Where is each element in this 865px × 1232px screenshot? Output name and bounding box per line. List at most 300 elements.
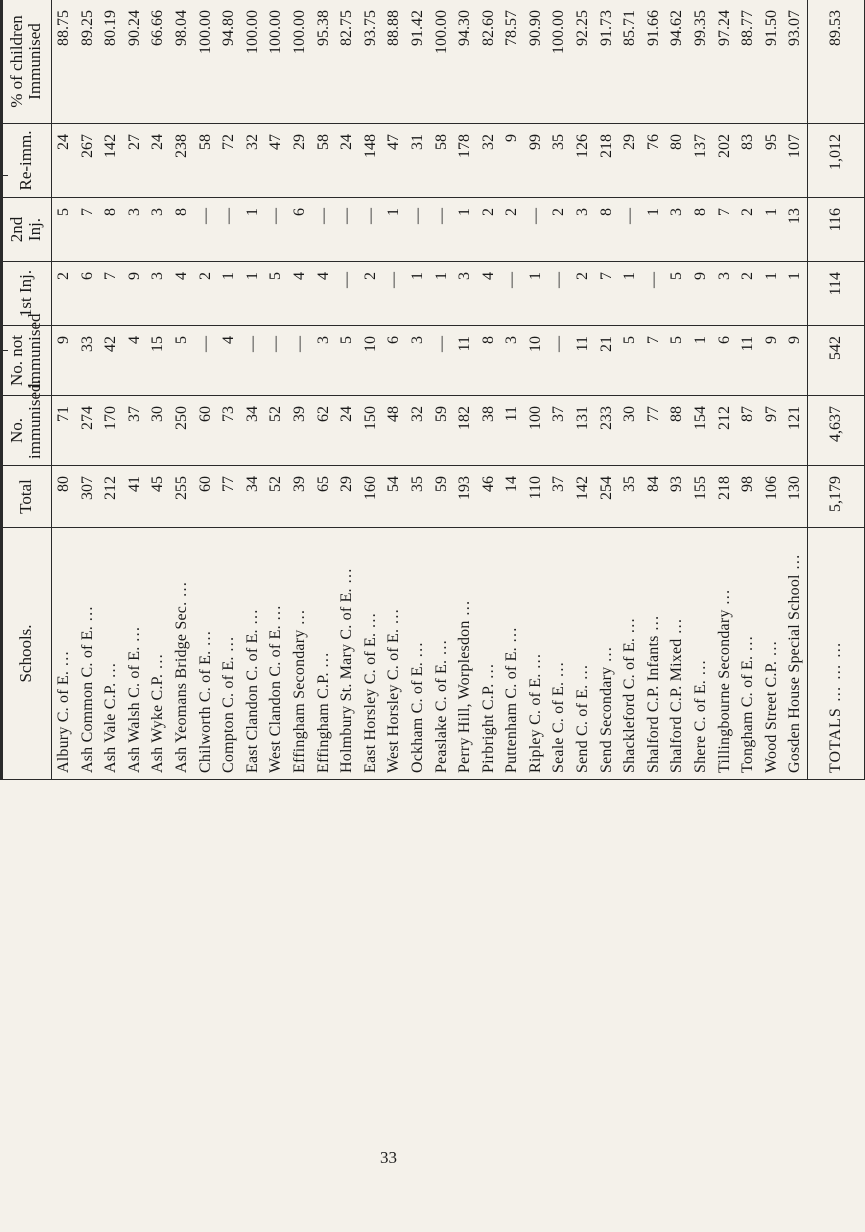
first-injection-cell: — bbox=[642, 262, 666, 326]
re-immunised-cell: 202 bbox=[713, 124, 737, 198]
first-injection-cell: 1 bbox=[618, 262, 642, 326]
percent-cell: 97.24 bbox=[713, 0, 737, 124]
header-schools: Schools. bbox=[1, 528, 52, 780]
first-injection-cell: 1 bbox=[524, 262, 548, 326]
percent-cell: 91.66 bbox=[642, 0, 666, 124]
percent-cell: 91.50 bbox=[760, 0, 784, 124]
table-row bbox=[595, 0, 619, 780]
re-immunised-cell: 47 bbox=[264, 124, 288, 198]
table-row bbox=[571, 0, 595, 780]
school-name: Shalford C.P. Mixed … bbox=[665, 528, 689, 780]
percent-cell: 100.00 bbox=[430, 0, 454, 124]
total-cell: 65 bbox=[312, 466, 336, 528]
total-cell: 14 bbox=[500, 466, 524, 528]
immunised-cell: 170 bbox=[99, 396, 123, 466]
school-name: Effingham Secondary … bbox=[288, 528, 312, 780]
re-immunised-cell: 126 bbox=[571, 124, 595, 198]
second-injection-cell: 3 bbox=[123, 198, 147, 262]
not-immunised-cell: 5 bbox=[335, 326, 359, 396]
header-second-injection: 2nd Inj. bbox=[1, 198, 52, 262]
totals-row bbox=[808, 0, 865, 780]
immunised-cell: 150 bbox=[359, 396, 383, 466]
first-injection-cell: 4 bbox=[288, 262, 312, 326]
header-row bbox=[1, 0, 52, 780]
second-injection-cell: — bbox=[359, 198, 383, 262]
table-row bbox=[524, 0, 548, 780]
immunised-cell: 39 bbox=[288, 396, 312, 466]
first-injection-cell: 3 bbox=[713, 262, 737, 326]
re-immunised-cell: 95 bbox=[760, 124, 784, 198]
header-first-injection: 1st Inj. bbox=[1, 262, 52, 326]
not-immunised-cell: 11 bbox=[571, 326, 595, 396]
re-immunised-cell: 29 bbox=[288, 124, 312, 198]
first-injection-cell: 4 bbox=[312, 262, 336, 326]
percent-cell: 66.66 bbox=[146, 0, 170, 124]
immunised-cell: 11 bbox=[500, 396, 524, 466]
second-injection-cell: 7 bbox=[76, 198, 100, 262]
table-row bbox=[665, 0, 689, 780]
immunised-cell: 121 bbox=[783, 396, 807, 466]
percent-cell: 88.75 bbox=[52, 0, 76, 124]
immunised-cell: 52 bbox=[264, 396, 288, 466]
immunised-cell: 233 bbox=[595, 396, 619, 466]
school-name: Tillingbourne Secondary … bbox=[713, 528, 737, 780]
school-name: Send Secondary … bbox=[595, 528, 619, 780]
immunised-cell: 60 bbox=[194, 396, 218, 466]
not-immunised-cell: 9 bbox=[783, 326, 807, 396]
immunised-cell: 250 bbox=[170, 396, 194, 466]
school-name: Ash Walsh C. of E. … bbox=[123, 528, 147, 780]
second-injection-cell: 3 bbox=[571, 198, 595, 262]
table-row bbox=[760, 0, 784, 780]
re-immunised-cell: 32 bbox=[477, 124, 501, 198]
not-immunised-cell: 3 bbox=[312, 326, 336, 396]
percent-cell: 88.88 bbox=[382, 0, 406, 124]
total-cell: 35 bbox=[406, 466, 430, 528]
not-immunised-cell: 10 bbox=[524, 326, 548, 396]
immunised-cell: 62 bbox=[312, 396, 336, 466]
header-total: Total bbox=[1, 466, 52, 528]
table-row bbox=[76, 0, 100, 780]
immunised-cell: 34 bbox=[241, 396, 265, 466]
re-immunised-cell: 24 bbox=[146, 124, 170, 198]
first-injection-cell: — bbox=[500, 262, 524, 326]
first-injection-cell: — bbox=[382, 262, 406, 326]
totals-label: TOTALS … … … bbox=[808, 528, 865, 780]
second-injection-cell: — bbox=[335, 198, 359, 262]
totals-first-injection: 114 bbox=[808, 262, 865, 326]
percent-cell: 90.24 bbox=[123, 0, 147, 124]
first-injection-cell: 4 bbox=[170, 262, 194, 326]
not-immunised-cell: — bbox=[194, 326, 218, 396]
school-name: Send C. of E. … bbox=[571, 528, 595, 780]
header-not-immunised: No. not immunised bbox=[1, 326, 52, 396]
immunised-cell: 131 bbox=[571, 396, 595, 466]
table-row bbox=[359, 0, 383, 780]
first-injection-cell: 3 bbox=[146, 262, 170, 326]
percent-cell: 82.75 bbox=[335, 0, 359, 124]
table-row bbox=[783, 0, 807, 780]
first-injection-cell: 1 bbox=[406, 262, 430, 326]
total-cell: 130 bbox=[783, 466, 807, 528]
school-name: Perry Hill, Worplesdon … bbox=[453, 528, 477, 780]
first-injection-cell: 1 bbox=[760, 262, 784, 326]
not-immunised-cell: 42 bbox=[99, 326, 123, 396]
school-name: Ripley C. of E. … bbox=[524, 528, 548, 780]
table-row bbox=[335, 0, 359, 780]
table-row bbox=[430, 0, 454, 780]
table-row bbox=[194, 0, 218, 780]
school-name: Puttenham C. of E. … bbox=[500, 528, 524, 780]
total-cell: 34 bbox=[241, 466, 265, 528]
re-immunised-cell: 29 bbox=[618, 124, 642, 198]
re-immunised-cell: 58 bbox=[312, 124, 336, 198]
total-cell: 218 bbox=[713, 466, 737, 528]
total-cell: 98 bbox=[736, 466, 760, 528]
table-row bbox=[312, 0, 336, 780]
percent-cell: 100.00 bbox=[194, 0, 218, 124]
school-name: Shere C. of E. … bbox=[689, 528, 713, 780]
second-injection-cell: — bbox=[524, 198, 548, 262]
re-immunised-cell: 31 bbox=[406, 124, 430, 198]
table-row bbox=[689, 0, 713, 780]
not-immunised-cell: 5 bbox=[170, 326, 194, 396]
immunised-cell: 59 bbox=[430, 396, 454, 466]
re-immunised-cell: 148 bbox=[359, 124, 383, 198]
second-injection-cell: 8 bbox=[99, 198, 123, 262]
second-injection-cell: 2 bbox=[736, 198, 760, 262]
percent-cell: 94.62 bbox=[665, 0, 689, 124]
percent-cell: 94.30 bbox=[453, 0, 477, 124]
percent-cell: 89.25 bbox=[76, 0, 100, 124]
second-injection-cell: 1 bbox=[453, 198, 477, 262]
table-row bbox=[736, 0, 760, 780]
school-name: Compton C. of E. … bbox=[217, 528, 241, 780]
percent-cell: 91.42 bbox=[406, 0, 430, 124]
immunised-cell: 182 bbox=[453, 396, 477, 466]
totals-not-immunised: 542 bbox=[808, 326, 865, 396]
table-row bbox=[382, 0, 406, 780]
school-name: Peaslake C. of E. … bbox=[430, 528, 454, 780]
total-cell: 60 bbox=[194, 466, 218, 528]
totals-second-injection: 116 bbox=[808, 198, 865, 262]
not-immunised-cell: 4 bbox=[217, 326, 241, 396]
school-name: Effingham C.P. … bbox=[312, 528, 336, 780]
immunised-cell: 100 bbox=[524, 396, 548, 466]
school-name: Ockham C. of E. … bbox=[406, 528, 430, 780]
percent-cell: 78.57 bbox=[500, 0, 524, 124]
first-injection-cell: 5 bbox=[264, 262, 288, 326]
first-injection-cell: 5 bbox=[665, 262, 689, 326]
not-immunised-cell: 3 bbox=[500, 326, 524, 396]
total-cell: 35 bbox=[618, 466, 642, 528]
not-immunised-cell: 9 bbox=[760, 326, 784, 396]
total-cell: 45 bbox=[146, 466, 170, 528]
re-immunised-cell: 27 bbox=[123, 124, 147, 198]
total-cell: 37 bbox=[547, 466, 571, 528]
school-name: West Clandon C. of E. … bbox=[264, 528, 288, 780]
re-immunised-cell: 218 bbox=[595, 124, 619, 198]
first-injection-cell: — bbox=[335, 262, 359, 326]
re-immunised-cell: 267 bbox=[76, 124, 100, 198]
first-injection-cell: 9 bbox=[123, 262, 147, 326]
page-number: 33 bbox=[380, 1148, 397, 1167]
re-immunised-cell: 107 bbox=[783, 124, 807, 198]
re-immunised-cell: 80 bbox=[665, 124, 689, 198]
first-injection-cell: 1 bbox=[241, 262, 265, 326]
first-injection-cell: 2 bbox=[194, 262, 218, 326]
school-name: Albury C. of E. … bbox=[52, 528, 76, 780]
second-injection-cell: 8 bbox=[689, 198, 713, 262]
second-injection-cell: — bbox=[312, 198, 336, 262]
not-immunised-cell: 10 bbox=[359, 326, 383, 396]
total-cell: 106 bbox=[760, 466, 784, 528]
not-immunised-cell: 21 bbox=[595, 326, 619, 396]
percent-cell: 98.04 bbox=[170, 0, 194, 124]
totals-percent: 89.53 bbox=[808, 0, 865, 124]
immunised-cell: 37 bbox=[123, 396, 147, 466]
re-immunised-cell: 83 bbox=[736, 124, 760, 198]
total-cell: 41 bbox=[123, 466, 147, 528]
totals-re-immunised: 1,012 bbox=[808, 124, 865, 198]
school-name: Holmbury St. Mary C. of E. … bbox=[335, 528, 359, 780]
immunised-cell: 88 bbox=[665, 396, 689, 466]
percent-cell: 91.73 bbox=[595, 0, 619, 124]
school-name: Seale C. of E. … bbox=[547, 528, 571, 780]
totals-immunised: 4,637 bbox=[808, 396, 865, 466]
table-row bbox=[146, 0, 170, 780]
immunised-cell: 87 bbox=[736, 396, 760, 466]
second-injection-cell: 3 bbox=[146, 198, 170, 262]
immunised-cell: 37 bbox=[547, 396, 571, 466]
school-name: West Horsley C. of E. … bbox=[382, 528, 406, 780]
re-immunised-cell: 24 bbox=[52, 124, 76, 198]
immunised-cell: 77 bbox=[642, 396, 666, 466]
re-immunised-cell: 24 bbox=[335, 124, 359, 198]
header-immunised: No. immunised. bbox=[1, 396, 52, 466]
not-immunised-cell: 5 bbox=[665, 326, 689, 396]
not-immunised-cell: 8 bbox=[477, 326, 501, 396]
not-immunised-cell: 11 bbox=[453, 326, 477, 396]
not-immunised-cell: 33 bbox=[76, 326, 100, 396]
school-name: Ash Vale C.P. … bbox=[99, 528, 123, 780]
percent-cell: 99.35 bbox=[689, 0, 713, 124]
first-injection-cell: 1 bbox=[783, 262, 807, 326]
second-injection-cell: — bbox=[194, 198, 218, 262]
header-percent-immunised: % of children Immunised bbox=[1, 0, 52, 124]
first-injection-cell: 2 bbox=[359, 262, 383, 326]
second-injection-cell: 1 bbox=[382, 198, 406, 262]
total-cell: 193 bbox=[453, 466, 477, 528]
table-row bbox=[52, 0, 76, 780]
school-name: Shackleford C. of E. … bbox=[618, 528, 642, 780]
not-immunised-cell: 3 bbox=[406, 326, 430, 396]
percent-cell: 94.80 bbox=[217, 0, 241, 124]
total-cell: 80 bbox=[52, 466, 76, 528]
table-row bbox=[500, 0, 524, 780]
second-injection-cell: — bbox=[618, 198, 642, 262]
percent-cell: 90.90 bbox=[524, 0, 548, 124]
re-immunised-cell: 9 bbox=[500, 124, 524, 198]
immunised-cell: 24 bbox=[335, 396, 359, 466]
percent-cell: 80.19 bbox=[99, 0, 123, 124]
table-row bbox=[217, 0, 241, 780]
table-row bbox=[123, 0, 147, 780]
percent-cell: 100.00 bbox=[264, 0, 288, 124]
second-injection-cell: 13 bbox=[783, 198, 807, 262]
immunised-cell: 30 bbox=[146, 396, 170, 466]
total-cell: 212 bbox=[99, 466, 123, 528]
percent-cell: 100.00 bbox=[547, 0, 571, 124]
total-cell: 142 bbox=[571, 466, 595, 528]
second-injection-cell: 6 bbox=[288, 198, 312, 262]
not-immunised-cell: — bbox=[547, 326, 571, 396]
second-injection-cell: 8 bbox=[595, 198, 619, 262]
first-injection-cell: — bbox=[547, 262, 571, 326]
immunised-cell: 73 bbox=[217, 396, 241, 466]
second-injection-cell: 2 bbox=[500, 198, 524, 262]
first-injection-cell: 2 bbox=[736, 262, 760, 326]
not-immunised-cell: — bbox=[264, 326, 288, 396]
percent-cell: 100.00 bbox=[288, 0, 312, 124]
re-immunised-cell: 58 bbox=[430, 124, 454, 198]
first-injection-cell: 4 bbox=[477, 262, 501, 326]
first-injection-cell: 6 bbox=[76, 262, 100, 326]
not-immunised-cell: 5 bbox=[618, 326, 642, 396]
total-cell: 52 bbox=[264, 466, 288, 528]
total-cell: 93 bbox=[665, 466, 689, 528]
table-body bbox=[52, 0, 865, 780]
first-injection-cell: 7 bbox=[99, 262, 123, 326]
school-name: Chilworth C. of E. … bbox=[194, 528, 218, 780]
percent-cell: 93.75 bbox=[359, 0, 383, 124]
total-cell: 54 bbox=[382, 466, 406, 528]
not-immunised-cell: — bbox=[288, 326, 312, 396]
not-immunised-cell: 6 bbox=[382, 326, 406, 396]
total-cell: 160 bbox=[359, 466, 383, 528]
not-immunised-cell: 6 bbox=[713, 326, 737, 396]
not-immunised-cell: 7 bbox=[642, 326, 666, 396]
first-injection-cell: 2 bbox=[52, 262, 76, 326]
table-row bbox=[170, 0, 194, 780]
table-row bbox=[642, 0, 666, 780]
second-injection-cell: 5 bbox=[52, 198, 76, 262]
second-injection-cell: 7 bbox=[713, 198, 737, 262]
first-injection-cell: 7 bbox=[595, 262, 619, 326]
percent-cell: 85.71 bbox=[618, 0, 642, 124]
second-injection-cell: 3 bbox=[665, 198, 689, 262]
table-row bbox=[406, 0, 430, 780]
immunised-cell: 71 bbox=[52, 396, 76, 466]
second-injection-cell: — bbox=[264, 198, 288, 262]
percent-cell: 82.60 bbox=[477, 0, 501, 124]
table-row bbox=[241, 0, 265, 780]
re-immunised-cell: 35 bbox=[547, 124, 571, 198]
not-immunised-cell: 1 bbox=[689, 326, 713, 396]
school-name: East Horsley C. of E. … bbox=[359, 528, 383, 780]
immunised-cell: 154 bbox=[689, 396, 713, 466]
first-injection-cell: 1 bbox=[430, 262, 454, 326]
immunised-cell: 32 bbox=[406, 396, 430, 466]
percent-cell: 100.00 bbox=[241, 0, 265, 124]
not-immunised-cell: 11 bbox=[736, 326, 760, 396]
table-row bbox=[99, 0, 123, 780]
school-name: Pirbright C.P. … bbox=[477, 528, 501, 780]
total-cell: 39 bbox=[288, 466, 312, 528]
re-immunised-cell: 142 bbox=[99, 124, 123, 198]
school-name: East Clandon C. of E. … bbox=[241, 528, 265, 780]
re-immunised-cell: 137 bbox=[689, 124, 713, 198]
re-immunised-cell: 99 bbox=[524, 124, 548, 198]
total-cell: 155 bbox=[689, 466, 713, 528]
school-name: Ash Wyke C.P. … bbox=[146, 528, 170, 780]
total-cell: 84 bbox=[642, 466, 666, 528]
second-injection-cell: 8 bbox=[170, 198, 194, 262]
table-row bbox=[264, 0, 288, 780]
re-immunised-cell: 47 bbox=[382, 124, 406, 198]
second-injection-cell: 1 bbox=[642, 198, 666, 262]
immunised-cell: 274 bbox=[76, 396, 100, 466]
total-cell: 254 bbox=[595, 466, 619, 528]
immunised-cell: 97 bbox=[760, 396, 784, 466]
immunised-cell: 30 bbox=[618, 396, 642, 466]
re-immunised-cell: 238 bbox=[170, 124, 194, 198]
not-immunised-cell: 4 bbox=[123, 326, 147, 396]
table-row bbox=[477, 0, 501, 780]
not-immunised-cell: 15 bbox=[146, 326, 170, 396]
second-injection-cell: 2 bbox=[477, 198, 501, 262]
table-row bbox=[618, 0, 642, 780]
second-injection-cell: — bbox=[406, 198, 430, 262]
first-injection-cell: 3 bbox=[453, 262, 477, 326]
total-cell: 307 bbox=[76, 466, 100, 528]
total-cell: 255 bbox=[170, 466, 194, 528]
second-injection-cell: — bbox=[430, 198, 454, 262]
table-row bbox=[547, 0, 571, 780]
immunised-cell: 48 bbox=[382, 396, 406, 466]
not-immunised-cell: — bbox=[241, 326, 265, 396]
table-row bbox=[453, 0, 477, 780]
immunised-cell: 38 bbox=[477, 396, 501, 466]
not-immunised-cell: 9 bbox=[52, 326, 76, 396]
second-injection-cell: — bbox=[217, 198, 241, 262]
total-cell: 29 bbox=[335, 466, 359, 528]
re-immunised-cell: 58 bbox=[194, 124, 218, 198]
school-name: Gosden House Special School … bbox=[783, 528, 807, 780]
school-name: Wood Street C.P. … bbox=[760, 528, 784, 780]
first-injection-cell: 9 bbox=[689, 262, 713, 326]
school-name: Ash Yeomans Bridge Sec. … bbox=[170, 528, 194, 780]
percent-cell: 93.07 bbox=[783, 0, 807, 124]
totals-total: 5,179 bbox=[808, 466, 865, 528]
table-row bbox=[288, 0, 312, 780]
header-re-immunised: Re-imm. bbox=[1, 124, 52, 198]
second-injection-cell: 2 bbox=[547, 198, 571, 262]
total-cell: 59 bbox=[430, 466, 454, 528]
total-cell: 110 bbox=[524, 466, 548, 528]
school-name: Tongham C. of E. … bbox=[736, 528, 760, 780]
first-injection-cell: 1 bbox=[217, 262, 241, 326]
percent-cell: 95.38 bbox=[312, 0, 336, 124]
re-immunised-cell: 32 bbox=[241, 124, 265, 198]
re-immunised-cell: 72 bbox=[217, 124, 241, 198]
percent-cell: 88.77 bbox=[736, 0, 760, 124]
second-injection-cell: 1 bbox=[760, 198, 784, 262]
table-row bbox=[713, 0, 737, 780]
re-immunised-cell: 178 bbox=[453, 124, 477, 198]
school-name: Ash Common C. of E. … bbox=[76, 528, 100, 780]
not-immunised-cell: — bbox=[430, 326, 454, 396]
